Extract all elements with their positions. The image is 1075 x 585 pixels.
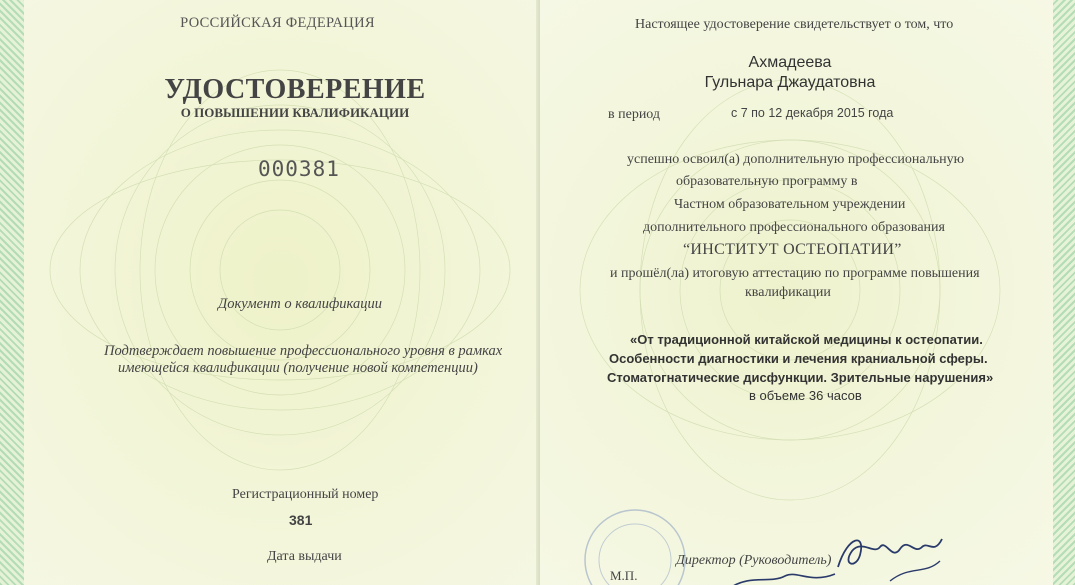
- document-type: Документ о квалификации: [218, 296, 382, 312]
- program-title-line-1: «От традиционной китайской медицины к остеопатии.: [630, 332, 983, 347]
- program-title-line-2: Особенности диагностики и лечения краниальной сферы.: [609, 351, 988, 366]
- program-text-line-3: Частном образовательном учреждении: [674, 197, 906, 212]
- director-signature: [830, 525, 950, 585]
- intro-text: Настоящее удостоверение свидетельствует о том, что: [635, 17, 954, 32]
- period-value: с 7 по 12 декабря 2015 года: [731, 106, 894, 120]
- holder-given-names: Гульнара Джаудатовна: [704, 74, 876, 91]
- program-text-line-2: образовательную программу в: [676, 174, 858, 189]
- confirmation-text-line-2: имеющейся квалификации (получение новой компетенции): [118, 360, 478, 376]
- institution-name: “ИНСТИТУТ ОСТЕОПАТИИ”: [683, 241, 902, 258]
- issue-date-label: Дата выдачи: [267, 549, 342, 564]
- country-label: РОССИЙСКАЯ ФЕДЕРАЦИЯ: [180, 15, 375, 31]
- period-label: в период: [608, 107, 661, 122]
- certificate-title: УДОСТОВЕРЕНИЕ: [164, 74, 426, 105]
- program-text-line-1: успешно освоил(а) дополнительную профессиональную: [627, 152, 965, 167]
- attestation-line-2: квалификации: [745, 285, 831, 300]
- handwritten-date-mark: [725, 570, 845, 585]
- director-label: Директор (Руководитель): [676, 553, 832, 568]
- registration-number-label: Регистрационный номер: [232, 487, 379, 502]
- right-page: [540, 0, 1075, 585]
- registration-number: 381: [289, 512, 313, 528]
- certificate-subtitle: О ПОВЫШЕНИИ КВАЛИФИКАЦИИ: [180, 105, 410, 120]
- confirmation-text-line-1: Подтверждает повышение профессионального уровня в рамках: [104, 343, 503, 359]
- program-text-line-4: дополнительного профессионального образования: [643, 220, 945, 235]
- attestation-line-1: и прошёл(ла) итоговую аттестацию по программе повышения: [610, 266, 980, 281]
- serial-number: 000381: [258, 157, 340, 181]
- stamp-label: М.П.: [610, 568, 638, 583]
- holder-surname: Ахмадеева: [748, 54, 832, 71]
- program-hours: в объеме 36 часов: [749, 388, 862, 403]
- program-title-line-3: Стоматогнатические дисфункции. Зрительные нарушения»: [607, 370, 994, 385]
